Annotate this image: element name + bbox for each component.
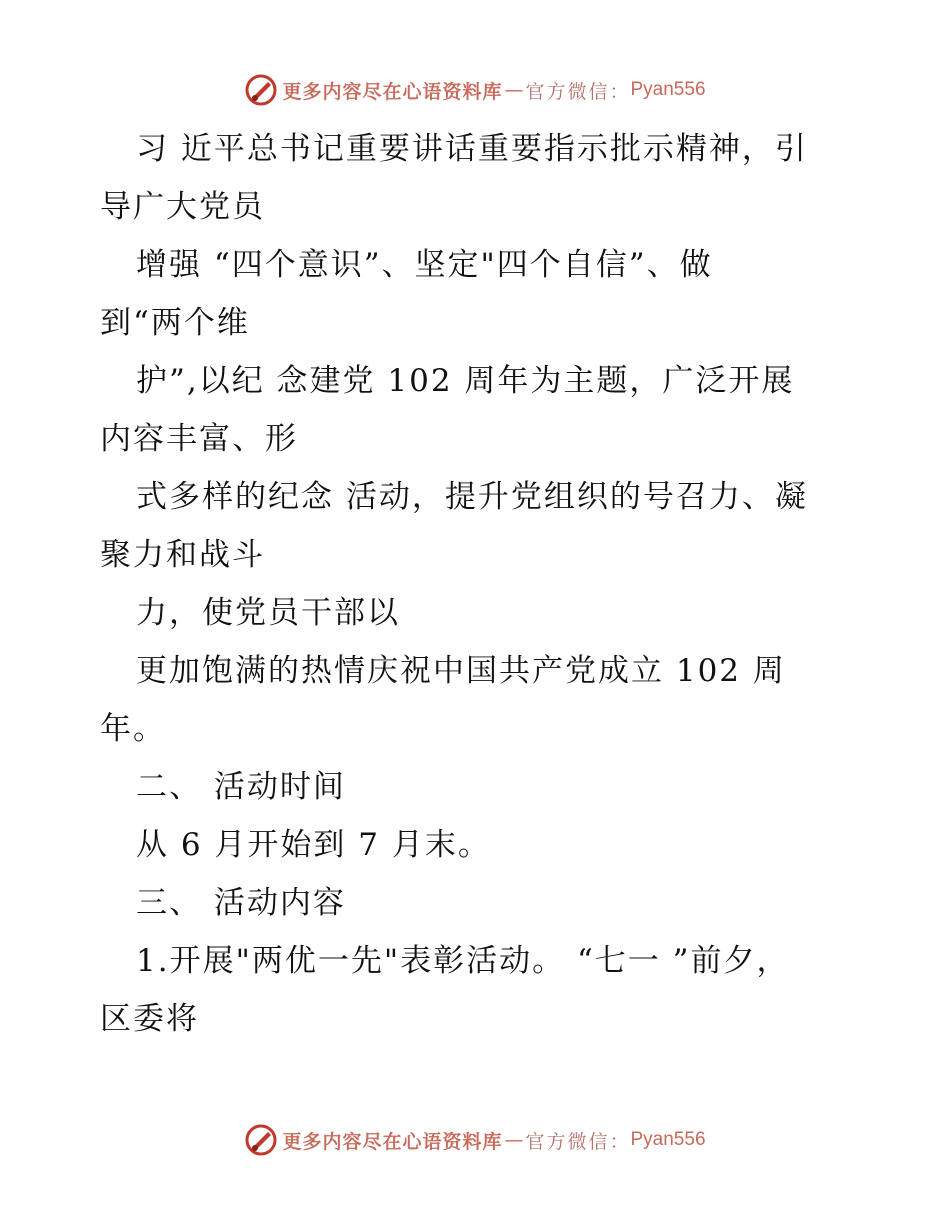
watermark-wechat-label: 官方微信： <box>525 1130 631 1153</box>
paragraph-line: 年。 <box>100 711 166 747</box>
logo-icon <box>244 73 278 107</box>
section-heading-content: 三、 活动内容 <box>136 885 346 921</box>
paragraph-line: 从 6 月开始到 7 月末。 <box>136 827 491 863</box>
paragraph-line: 内容丰富、形 <box>100 421 298 457</box>
logo-icon <box>244 1123 278 1157</box>
watermark-main-text: 更多内容尽在心语资料库 <box>282 80 503 103</box>
watermark-main-text: 更多内容尽在心语资料库 <box>282 1130 503 1153</box>
watermark-dash: — <box>504 79 524 101</box>
paragraph-line: 更加饱满的热情庆祝中国共产党成立 102 周 <box>136 653 786 689</box>
footer-watermark <box>0 1120 950 1160</box>
paragraph-line: 导广大党员 <box>100 189 265 225</box>
paragraph-line: 护”,以纪 念建党 102 周年为主题，广泛开展 <box>136 363 795 399</box>
paragraph-line: 聚力和战斗 <box>100 537 265 573</box>
document-body <box>100 120 860 1048</box>
watermark-dash: — <box>504 1129 524 1151</box>
paragraph-line: 习 近平总书记重要讲话重要指示批示精神，引 <box>136 131 808 167</box>
paragraph-line: 到“两个维 <box>100 305 250 341</box>
paragraph-line: 1.开展"两优一先"表彰活动。 “七一 ”前夕， <box>136 943 790 979</box>
header-watermark <box>0 70 950 110</box>
watermark-wechat-id: Pyan556 <box>630 79 706 100</box>
paragraph-line: 力，使党员干部以 <box>136 595 400 631</box>
paragraph-line: 式多样的纪念 活动，提升党组织的号召力、凝 <box>136 479 808 515</box>
watermark-wechat-label: 官方微信： <box>525 80 631 103</box>
section-heading-time: 二、 活动时间 <box>136 769 346 805</box>
paragraph-line: 区委将 <box>100 1001 199 1037</box>
paragraph-line: 增强 “四个意识”、坚定"四个自信”、做 <box>136 247 713 283</box>
watermark-wechat-id: Pyan556 <box>630 1129 706 1150</box>
